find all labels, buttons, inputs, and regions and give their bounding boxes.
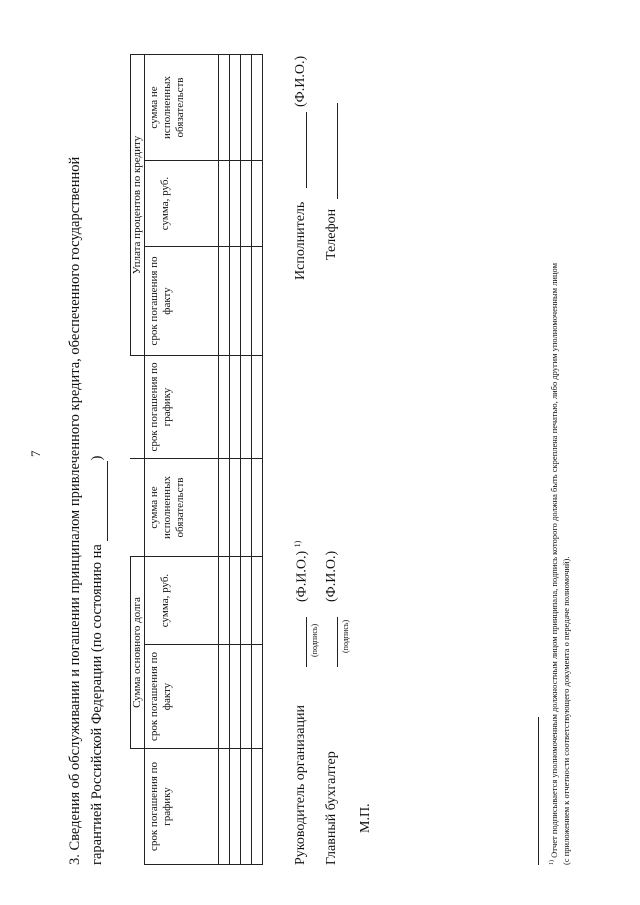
table-cell xyxy=(252,557,263,645)
table-row xyxy=(241,54,252,864)
table-cell xyxy=(241,557,252,645)
table-cell xyxy=(230,247,241,356)
table-cell xyxy=(252,356,263,459)
table-row xyxy=(230,54,241,864)
table-cell xyxy=(241,54,252,160)
table-cell xyxy=(252,161,263,247)
header-col-7: сумма, руб. xyxy=(145,161,219,247)
footnote-line-2: (с приложением к отчетности соответствующего документа о передаче полномочий). xyxy=(560,556,571,865)
table-corner-cell xyxy=(131,749,145,865)
director-fio-text: (Ф.И.О.) xyxy=(294,550,310,602)
accountant-signature-line xyxy=(323,617,338,667)
footnote-line-1-text: Отчет подписывается уполномоченным должностным лицом принципала, подпись которого должна быть скреплена печатью, либо другим уполномоченным лицом xyxy=(548,263,559,858)
director-label: Руководитель организации xyxy=(293,705,308,865)
phone-label: Телефон xyxy=(324,208,339,260)
table-cell xyxy=(241,161,252,247)
section-title xyxy=(64,157,108,865)
footnote-line-1 xyxy=(546,45,560,865)
table-cell xyxy=(252,54,263,160)
director-signature-caption: (подпись) xyxy=(310,623,319,657)
table-cell xyxy=(252,459,263,557)
table-cell xyxy=(230,557,241,645)
director-signature-line xyxy=(292,617,307,667)
table-row xyxy=(219,54,230,864)
table-cell xyxy=(230,749,241,865)
table-cell xyxy=(252,749,263,865)
table-cell xyxy=(230,356,241,459)
table-spacer-cell xyxy=(131,356,145,459)
header-col-6: срок погашения по факту xyxy=(145,247,219,356)
accountant-label: Главный бухгалтер xyxy=(324,751,339,865)
seal-label: М.П. xyxy=(358,803,373,833)
footnote-mark: 1) xyxy=(549,860,555,865)
footnote xyxy=(546,45,572,865)
table-cell xyxy=(241,356,252,459)
table-cell xyxy=(219,356,230,459)
section-title-line-1: 3. Сведения об обслуживании и погашении принципалом привлеченного кредита, обеспеченного государственной xyxy=(67,156,83,865)
accountant-signature-caption: (подпись) xyxy=(341,619,350,653)
table-cell xyxy=(219,749,230,865)
header-col-1: срок погашения по графику xyxy=(145,749,219,865)
header-principal-group: Сумма основного долга xyxy=(131,557,145,749)
table-cell xyxy=(219,54,230,160)
header-col-8: сумма не исполненных обязательств xyxy=(145,54,219,160)
table-cell xyxy=(230,459,241,557)
table-cell xyxy=(219,161,230,247)
table-cell xyxy=(252,645,263,749)
header-col-5: срок погашения по графику xyxy=(145,356,219,459)
table-cell xyxy=(230,645,241,749)
table-cell xyxy=(219,459,230,557)
phone-line xyxy=(323,103,338,199)
director-fio-footnote-mark: 1) xyxy=(293,540,302,548)
table-cell xyxy=(219,247,230,356)
page-number: 7 xyxy=(28,450,43,457)
credit-servicing-table xyxy=(130,54,263,865)
table-cell xyxy=(252,247,263,356)
section-title-line-2-text: гарантией Российской Федерации (по состоянию на xyxy=(89,544,105,865)
section-title-line-2-close: ) xyxy=(89,455,105,461)
header-interest-group: Уплата процентов по кредиту xyxy=(131,54,145,355)
header-col-3: сумма, руб. xyxy=(145,557,219,645)
table-row xyxy=(252,54,263,864)
table-cell xyxy=(219,645,230,749)
table-cell xyxy=(230,54,241,160)
executor-fio: (Ф.И.О.) xyxy=(293,55,308,107)
accountant-fio: (Ф.И.О.) xyxy=(324,550,339,602)
date-blank-line xyxy=(93,461,108,541)
table-cell xyxy=(219,557,230,645)
table-cell xyxy=(241,749,252,865)
table-cell xyxy=(241,459,252,557)
executor-line xyxy=(292,112,307,188)
table-cell xyxy=(230,161,241,247)
executor-label: Исполнитель xyxy=(293,201,308,280)
director-fio xyxy=(293,541,311,602)
footnote-separator xyxy=(538,717,539,865)
header-col-2: срок погашения по факту xyxy=(145,645,219,749)
table-spacer-cell xyxy=(131,459,145,557)
header-col-4: сумма не исполненных обязательств xyxy=(145,459,219,557)
section-title-line-2 xyxy=(86,157,108,865)
table-cell xyxy=(241,247,252,356)
table-cell xyxy=(241,645,252,749)
